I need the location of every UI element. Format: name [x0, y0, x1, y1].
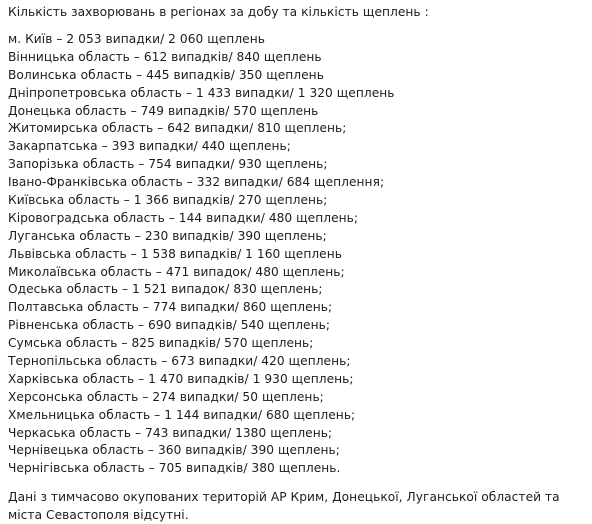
region-line: Кіровоградська область – 144 випадки/ 480 щеплень; [8, 210, 359, 225]
region-line: Рівненська область – 690 випадків/ 540 щеплень; [8, 318, 330, 333]
region-line: Одеська область – 1 521 випадок/ 830 щеплень; [8, 282, 323, 297]
region-line: Луганська область – 230 випадків/ 390 щеплень; [8, 228, 327, 243]
region-line: Харківська область – 1 470 випадків/ 1 930 щеплень; [8, 371, 354, 386]
region-line: Донецька область – 749 випадків/ 570 щеплень [8, 103, 319, 118]
region-line: Черкаська область – 743 випадки/ 1380 щеплень; [8, 425, 333, 440]
region-line: Закарпатська – 393 випадки/ 440 щеплень; [8, 139, 291, 154]
region-line: Запорізька область – 754 випадки/ 930 щеплень; [8, 157, 328, 172]
region-line: Житомирська область – 642 випадки/ 810 щеплень; [8, 121, 347, 136]
region-line: Львівська область – 1 538 випадків/ 1 160 щеплень [8, 246, 342, 261]
region-line: Волинська область – 445 випадків/ 350 щеплень [8, 67, 324, 82]
region-line: Сумська область – 825 випадків/ 570 щеплень; [8, 336, 314, 351]
region-line: Чернігівська область – 705 випадків/ 380 щеплень. [8, 461, 341, 476]
region-line: Миколаївська область – 471 випадок/ 480 щеплень; [8, 264, 345, 279]
region-line: Хмельницька область – 1 144 випадки/ 680 щеплень; [8, 407, 356, 422]
footnote-text: Дані з тимчасово окупованих територій АР Крим, Донецької, Луганської областей та міста Севастополя відсутні. [8, 490, 560, 523]
region-line: Тернопільська область – 673 випадки/ 420 щеплень; [8, 354, 351, 369]
post-body [8, 3, 588, 524]
region-line: Київська область – 1 366 випадків/ 270 щеплень; [8, 193, 328, 208]
intro-text: Кількість захворювань в регіонах за добу та кількість щеплень : [8, 5, 429, 19]
region-line: Полтавська область – 774 випадки/ 860 щеплень; [8, 300, 333, 315]
region-line: Івано-Франківська область – 332 випадки/ 684 щеплення; [8, 175, 385, 190]
region-line: Херсонська область – 274 випадки/ 50 щеплень; [8, 389, 324, 404]
region-line: Чернівецька область – 360 випадків/ 390 щеплень; [8, 443, 340, 458]
region-list [8, 31, 588, 478]
region-line: Вінницька область – 612 випадків/ 840 щеплень [8, 49, 322, 64]
region-line: м. Київ – 2 053 випадки/ 2 060 щеплень [8, 32, 265, 46]
region-line: Дніпропетровська область – 1 433 випадки/ 1 320 щеплень [8, 85, 395, 100]
